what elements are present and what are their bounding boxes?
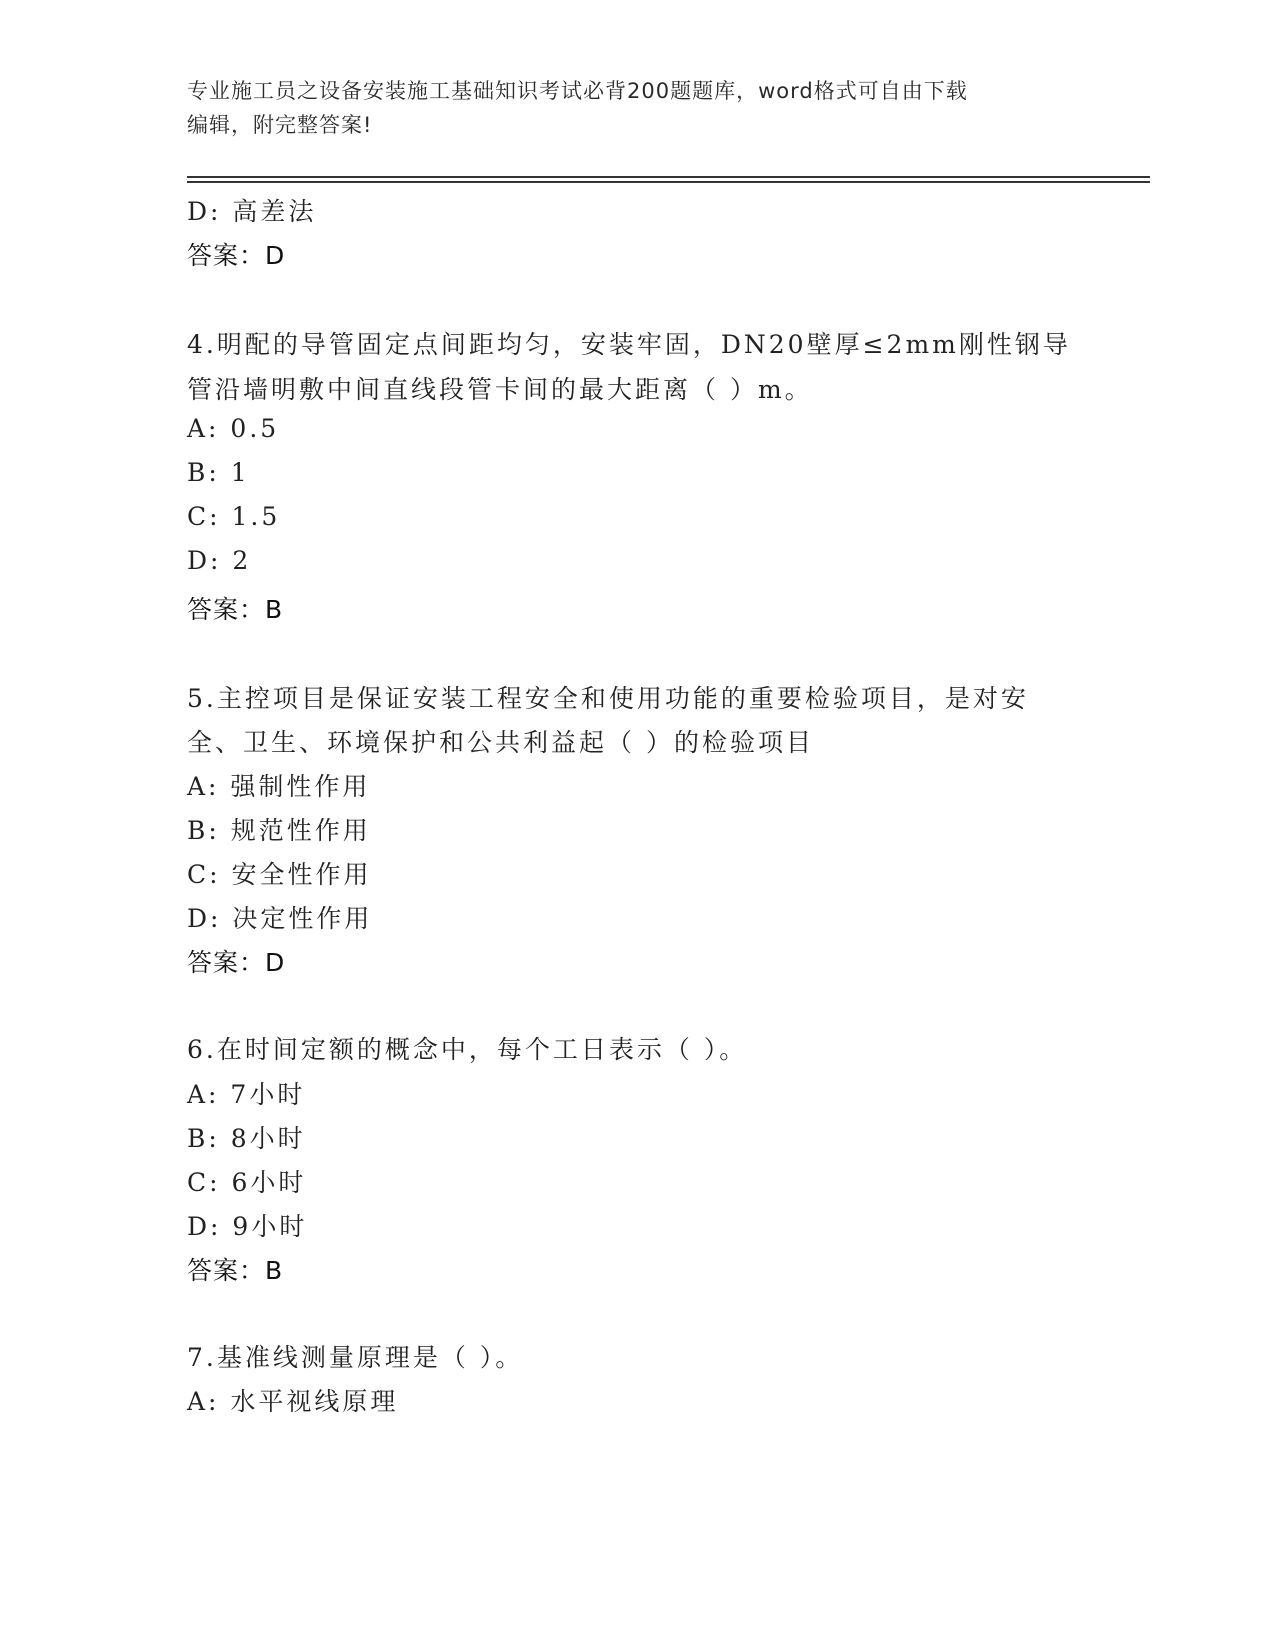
q5-option-a: A: 强制性作用 [187, 772, 371, 801]
q3-answer: 答案：D [187, 241, 286, 270]
q6-answer: 答案：B [187, 1256, 284, 1285]
header-title-line-2: 编辑，附完整答案! [187, 113, 373, 137]
q6-option-a: A: 7小时 [187, 1080, 306, 1109]
q6-option-d: D: 9小时 [187, 1212, 308, 1241]
q7-option-a: A: 水平视线原理 [187, 1387, 399, 1416]
q3-option-d: D: 高差法 [187, 197, 317, 226]
q7-stem-line-1: 7.基准线测量原理是（ ）。 [187, 1343, 524, 1372]
q4-option-c: C: 1.5 [187, 502, 281, 531]
q4-answer: 答案：B [187, 595, 284, 624]
q4-option-a: A: 0.5 [187, 414, 280, 443]
header-divider-bottom [187, 181, 1150, 183]
q4-option-d: D: 2 [187, 546, 252, 575]
q5-stem-line-2: 全、卫生、环境保护和公共利益起（ ）的检验项目 [187, 728, 814, 757]
q4-option-b: B: 1 [187, 458, 250, 487]
q6-option-c: C: 6小时 [187, 1168, 307, 1197]
q6-stem-line-1: 6.在时间定额的概念中，每个工日表示（ ）。 [187, 1035, 748, 1064]
q4-stem-line-2: 管沿墙明敷中间直线段管卡间的最大距离（ ）m。 [187, 375, 813, 404]
q6-option-b: B: 8小时 [187, 1124, 306, 1153]
document-header [187, 74, 1067, 142]
q5-stem-line-1: 5.主控项目是保证安装工程安全和使用功能的重要检验项目，是对安 [187, 684, 1029, 713]
header-title-line-1: 专业施工员之设备安装施工基础知识考试必背200题题库，word格式可自由下载 [187, 79, 968, 103]
q5-answer: 答案：D [187, 948, 286, 977]
q5-option-b: B: 规范性作用 [187, 816, 371, 845]
q5-option-c: C: 安全性作用 [187, 860, 372, 889]
q5-option-d: D: 决定性作用 [187, 904, 373, 933]
q4-stem-line-1: 4.明配的导管固定点间距均匀，安装牢固，DN20壁厚≤2mm刚性钢导 [187, 330, 1071, 359]
header-divider-top [187, 176, 1150, 178]
